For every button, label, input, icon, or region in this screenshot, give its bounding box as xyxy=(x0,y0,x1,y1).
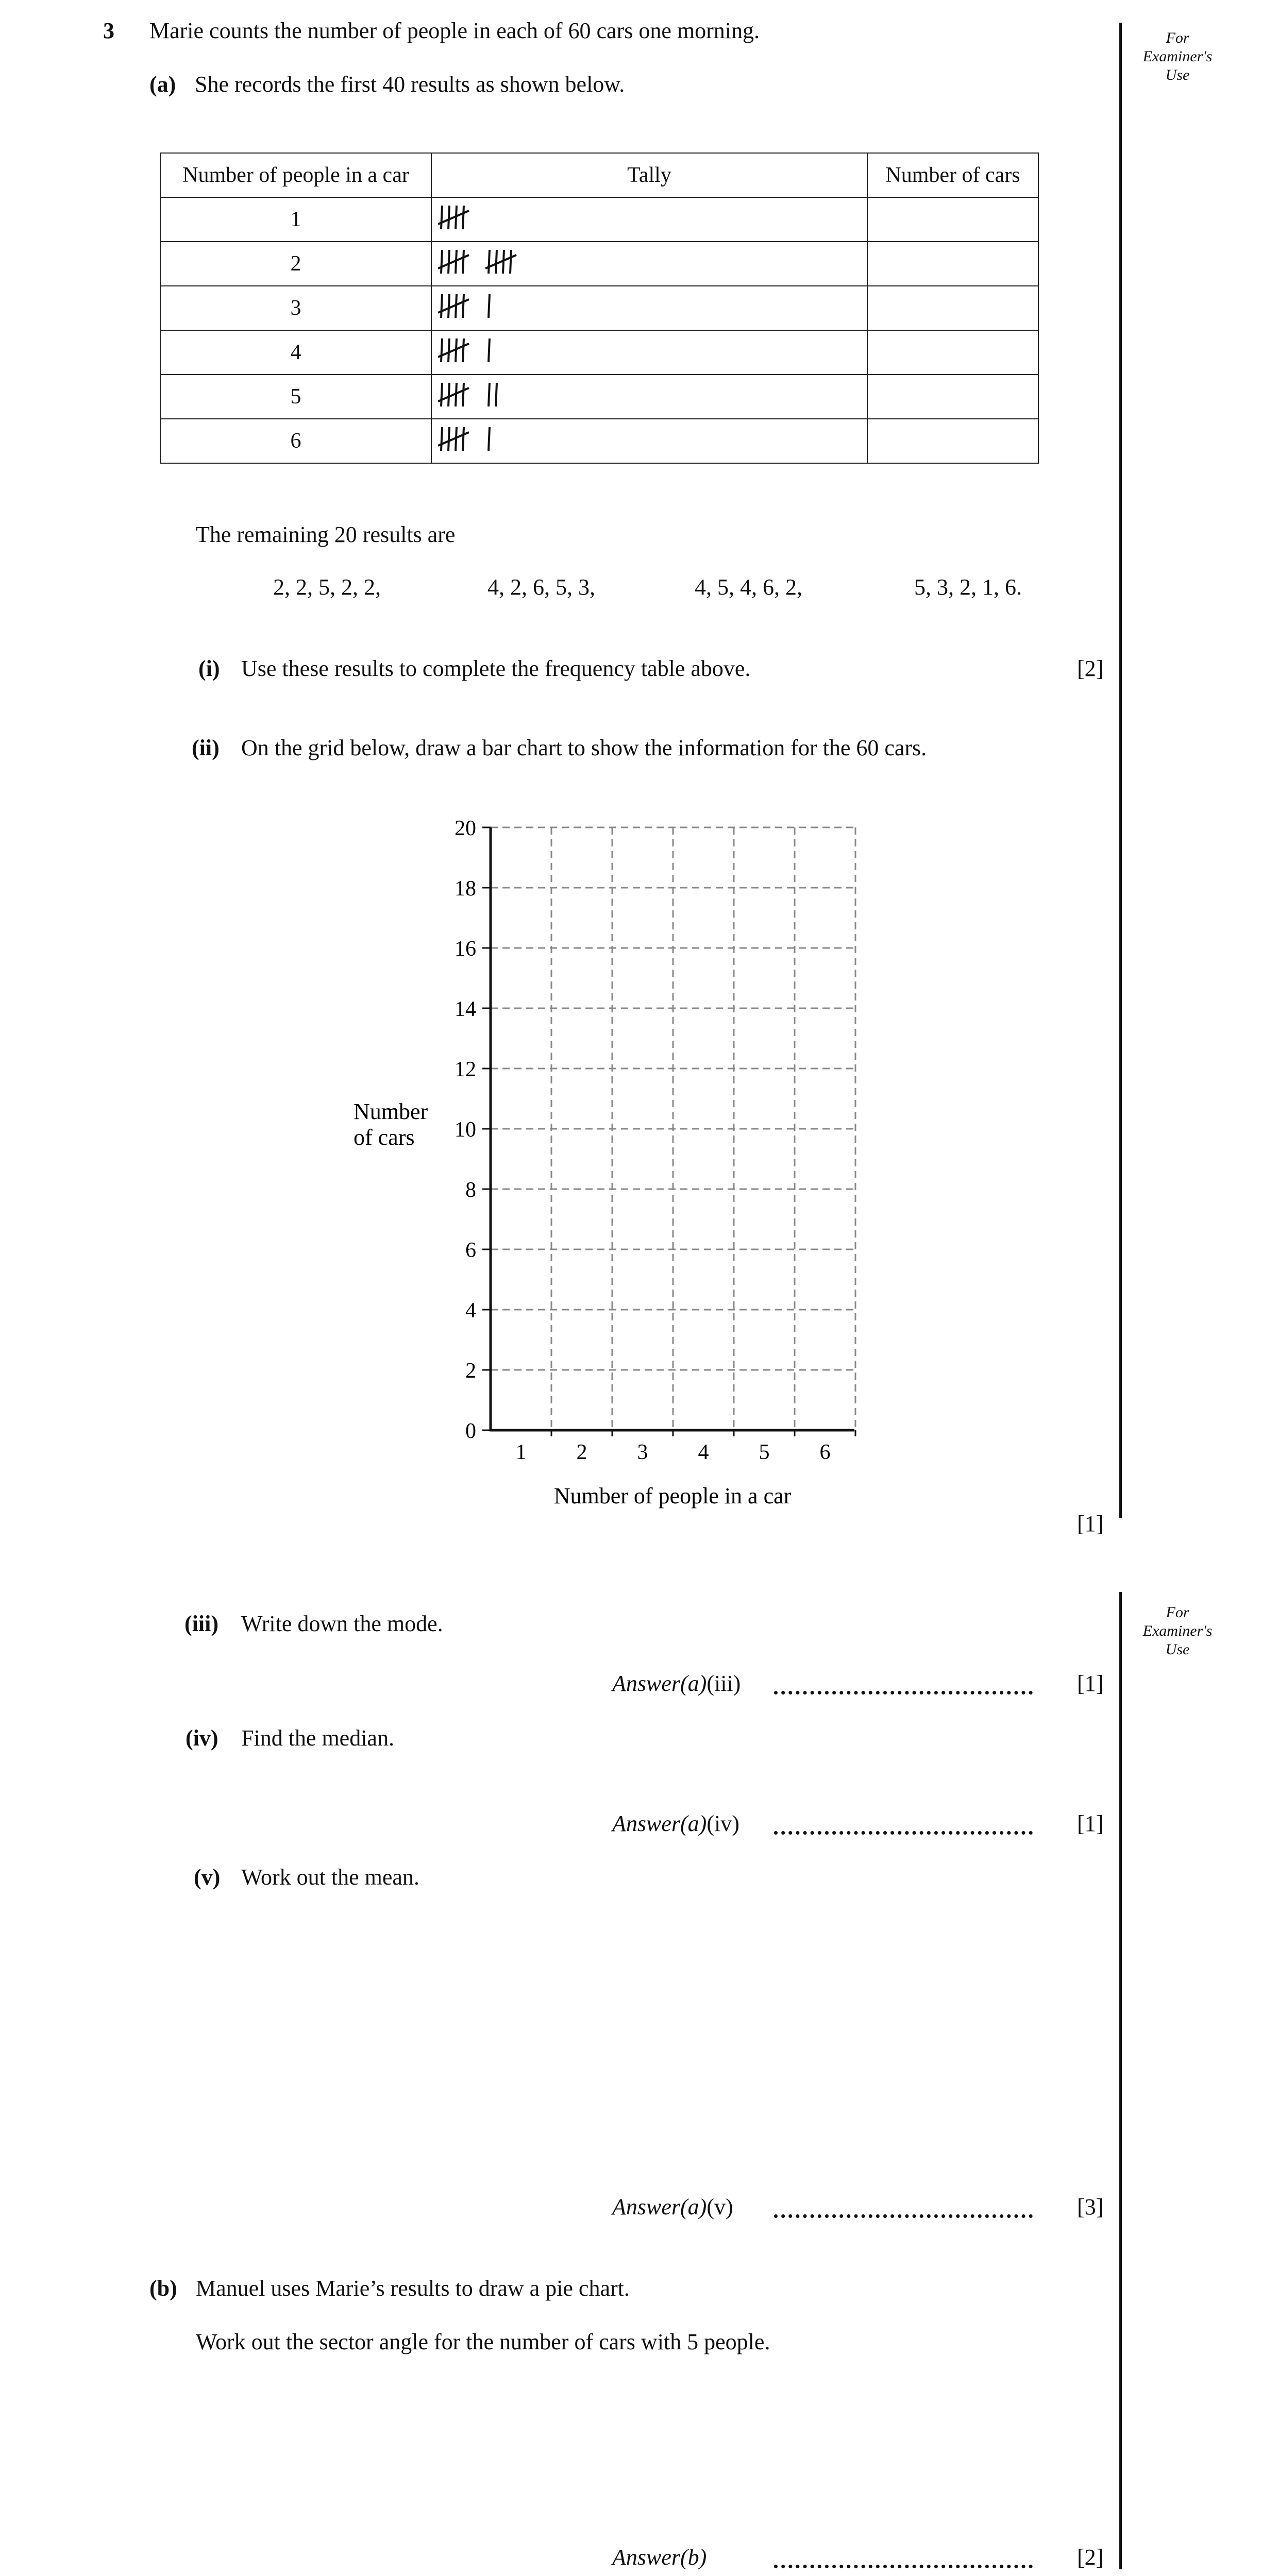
table-row xyxy=(160,375,1038,419)
table-header-row xyxy=(160,153,1038,197)
examiner-margin-line-top xyxy=(1119,23,1122,1518)
tally-cell xyxy=(431,375,867,419)
x-tick-label: 6 xyxy=(819,1440,831,1464)
tally-stroke xyxy=(463,427,464,451)
cars-cell[interactable] xyxy=(867,286,1038,330)
tally-stroke xyxy=(489,294,490,318)
part-a-text: She records the first 40 results as shown below. xyxy=(195,72,625,97)
people-cell: 4 xyxy=(160,330,431,375)
tally-stroke xyxy=(448,338,449,362)
part-i-marks: [2] xyxy=(1077,656,1104,681)
part-v-marks: [3] xyxy=(1077,2194,1104,2219)
people-cell: 3 xyxy=(160,286,431,330)
answer-italic: Answer(a) xyxy=(612,1811,707,1836)
remaining-group-2: 4, 2, 6, 5, 3, xyxy=(487,574,595,600)
tally-stroke xyxy=(489,383,490,406)
part-ii-label: (ii) xyxy=(192,735,220,760)
x-tick-label: 3 xyxy=(637,1440,648,1464)
part-ii-marks: [1] xyxy=(1077,1511,1104,1536)
x-tick-label: 4 xyxy=(698,1440,709,1464)
part-i-label: (i) xyxy=(198,656,220,681)
y-tick-label: 18 xyxy=(455,877,476,901)
answer-a-iii-label xyxy=(612,1672,741,1695)
part-b-label: (b) xyxy=(149,2276,177,2301)
tally-stroke xyxy=(463,206,464,229)
header-people: Number of people in a car xyxy=(160,153,431,197)
answer-italic: Answer(a) xyxy=(612,2194,707,2219)
table-row xyxy=(160,419,1038,463)
tally-stroke xyxy=(489,250,490,274)
tally-cell xyxy=(431,286,867,330)
header-cars: Number of cars xyxy=(867,153,1038,197)
tally-stroke xyxy=(463,338,464,362)
tally-stroke xyxy=(463,383,464,406)
people-cell: 1 xyxy=(160,197,431,242)
tally-stroke xyxy=(489,427,490,451)
tally-cell xyxy=(431,330,867,375)
x-tick-label: 1 xyxy=(515,1440,527,1464)
answer-a-iv-label xyxy=(612,1812,739,1835)
y-tick-label: 6 xyxy=(465,1239,476,1262)
cars-cell[interactable] xyxy=(867,330,1038,375)
tally-stroke xyxy=(441,206,442,229)
people-cell: 5 xyxy=(160,375,431,419)
part-b-marks: [2] xyxy=(1077,2545,1104,2570)
part-b-text-2: Work out the sector angle for the number of cars with 5 people. xyxy=(196,2329,770,2354)
question-intro: Marie counts the number of people in each of 60 cars one morning. xyxy=(149,18,760,43)
y-axis-label-line1: Number xyxy=(354,1099,428,1124)
tally-stroke xyxy=(441,383,442,406)
tally-stroke xyxy=(448,206,449,229)
y-axis-label-line2: of cars xyxy=(354,1125,415,1150)
tally-stroke xyxy=(463,250,464,274)
remaining-results-text: The remaining 20 results are xyxy=(196,522,456,547)
tally-stroke xyxy=(510,250,511,274)
part-v-label: (v) xyxy=(194,1865,221,1890)
examiner-margin-line-bottom xyxy=(1119,1592,1122,2569)
y-tick-label: 12 xyxy=(455,1058,476,1081)
y-tick-label: 8 xyxy=(465,1178,476,1202)
tally-stroke xyxy=(441,427,442,451)
examiner-margin-note-top: For Examiner's Use xyxy=(1142,29,1213,83)
remaining-group-1: 2, 2, 5, 2, 2, xyxy=(273,574,381,600)
table-row xyxy=(160,330,1038,375)
tally-stroke xyxy=(448,427,449,451)
examiner-margin-note-bottom: For Examiner's Use xyxy=(1142,1604,1213,1658)
y-tick-label: 14 xyxy=(455,997,476,1021)
answer-italic: Answer(a) xyxy=(612,1671,707,1696)
answer-a-iii-line[interactable] xyxy=(774,1691,1033,1694)
part-b-text-1: Manuel uses Marie’s results to draw a pie chart. xyxy=(196,2276,630,2301)
part-iv-text: Find the median. xyxy=(241,1725,394,1751)
cars-cell[interactable] xyxy=(867,419,1038,463)
y-tick-label: 20 xyxy=(455,817,476,840)
answer-suffix: (iv) xyxy=(707,1811,739,1836)
part-a-label: (a) xyxy=(149,72,176,97)
part-i-text: Use these results to complete the frequency table above. xyxy=(241,656,751,681)
tally-stroke xyxy=(441,338,442,362)
cars-cell[interactable] xyxy=(867,242,1038,286)
answer-suffix: (iii) xyxy=(707,1671,741,1696)
remaining-group-3: 4, 5, 4, 6, 2, xyxy=(695,574,802,600)
tally-cell xyxy=(431,419,867,463)
part-iii-text: Write down the mode. xyxy=(241,1611,443,1636)
tally-stroke xyxy=(463,294,464,318)
bar-chart[interactable] xyxy=(320,804,886,1525)
table-row xyxy=(160,197,1038,242)
table-row xyxy=(160,242,1038,286)
part-iv-label: (iv) xyxy=(186,1725,218,1751)
y-tick-label: 2 xyxy=(465,1359,476,1383)
tally-stroke xyxy=(496,383,497,406)
part-iii-label: (iii) xyxy=(184,1611,218,1636)
tally-stroke xyxy=(441,250,442,274)
part-v-text: Work out the mean. xyxy=(241,1865,419,1890)
question-number: 3 xyxy=(103,18,114,43)
tally-stroke xyxy=(489,338,490,362)
x-axis-label: Number of people in a car xyxy=(553,1483,792,1509)
tally-cell xyxy=(431,197,867,242)
tally-stroke xyxy=(496,250,497,274)
answer-a-v-label xyxy=(612,2196,733,2218)
answer-suffix: (v) xyxy=(707,2194,733,2219)
table-row xyxy=(160,286,1038,330)
tally-stroke xyxy=(448,294,449,318)
cars-cell[interactable] xyxy=(867,197,1038,242)
answer-a-iv-line[interactable] xyxy=(774,1831,1033,1835)
part-iv-marks: [1] xyxy=(1077,1811,1104,1836)
tally-stroke xyxy=(448,250,449,274)
tally-stroke xyxy=(441,294,442,318)
part-iii-marks: [1] xyxy=(1077,1671,1104,1696)
y-tick-label: 4 xyxy=(465,1299,476,1323)
x-tick-label: 2 xyxy=(576,1440,587,1464)
remaining-group-4: 5, 3, 2, 1, 6. xyxy=(914,574,1022,600)
y-tick-label: 0 xyxy=(465,1419,476,1443)
x-tick-label: 5 xyxy=(759,1440,770,1464)
tally-cell xyxy=(431,242,867,286)
y-tick-label: 16 xyxy=(455,937,476,961)
cars-cell[interactable] xyxy=(867,375,1038,419)
y-tick-label: 10 xyxy=(455,1118,476,1142)
frequency-table xyxy=(160,152,1039,464)
tally-stroke xyxy=(448,383,449,406)
people-cell: 6 xyxy=(160,419,431,463)
answer-a-v-line[interactable] xyxy=(774,2214,1033,2218)
answer-b-label: Answer(b) xyxy=(612,2545,707,2570)
part-ii-text: On the grid below, draw a bar chart to show the information for the 60 cars. xyxy=(241,735,927,760)
people-cell: 2 xyxy=(160,242,431,286)
answer-b-line[interactable] xyxy=(774,2565,1033,2568)
header-tally: Tally xyxy=(431,153,867,197)
